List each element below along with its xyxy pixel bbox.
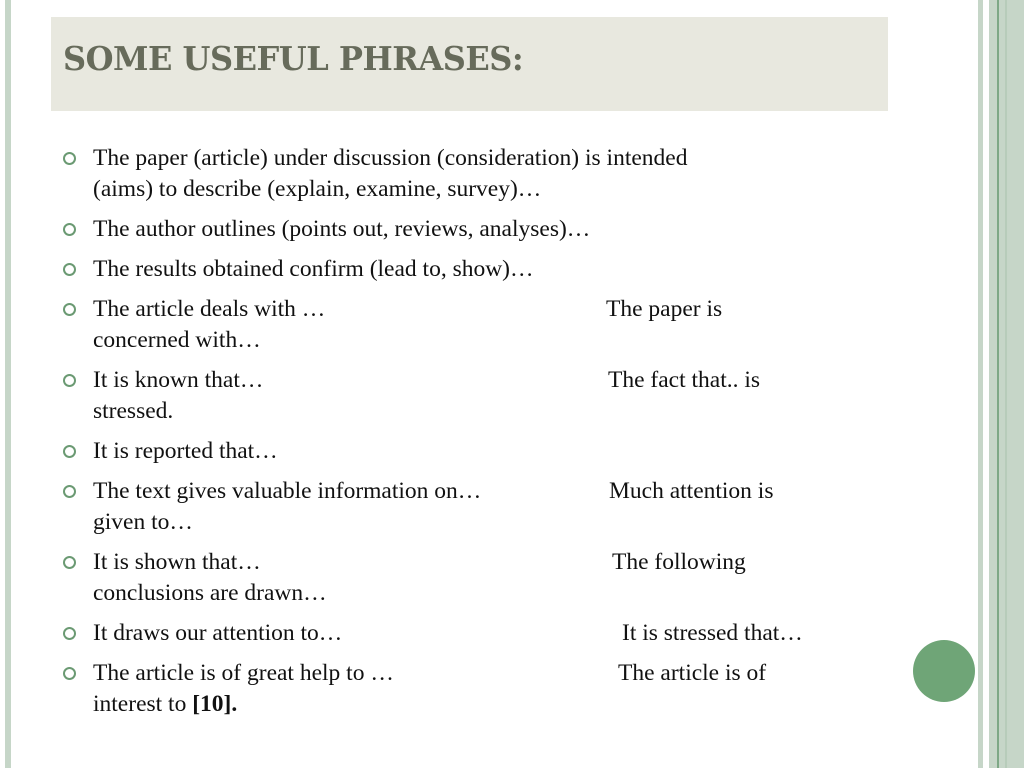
list-item bbox=[60, 658, 880, 720]
phrase-text: The results obtained confirm (lead to, show)… bbox=[93, 256, 534, 282]
phrase-text: The article is of great help to … bbox=[93, 660, 394, 686]
phrase-alternative: The following bbox=[612, 549, 746, 575]
right-stripe-line-dark bbox=[997, 0, 999, 768]
list-item bbox=[60, 254, 880, 285]
list-item bbox=[60, 214, 880, 245]
left-accent-stripe bbox=[5, 0, 11, 768]
phrase-text: The text gives valuable information on… bbox=[93, 478, 482, 504]
phrase-alternative: The article is of bbox=[618, 660, 767, 686]
phrase-alternative: It is stressed that… bbox=[622, 620, 803, 646]
phrase-text: It is reported that… bbox=[93, 438, 278, 464]
phrase-list bbox=[60, 143, 880, 729]
hollow-circle-bullet-icon bbox=[63, 263, 76, 276]
phrase-continuation bbox=[93, 689, 880, 720]
phrase-text: It is known that… bbox=[93, 367, 264, 393]
phrase-text: It is shown that… bbox=[93, 549, 261, 575]
phrase-continuation-text: interest to bbox=[93, 691, 193, 717]
reference-citation: [10]. bbox=[192, 691, 238, 717]
hollow-circle-bullet-icon bbox=[63, 556, 76, 569]
hollow-circle-bullet-icon bbox=[63, 667, 76, 680]
title-banner bbox=[51, 17, 888, 111]
list-item bbox=[60, 294, 880, 356]
phrase-text: The author outlines (points out, reviews, analyses)… bbox=[93, 216, 591, 242]
right-stripe-thin bbox=[978, 0, 983, 768]
hollow-circle-bullet-icon bbox=[63, 445, 76, 458]
phrase-continuation: given to… bbox=[93, 509, 193, 535]
phrase-text: The article deals with … bbox=[93, 296, 326, 322]
phrase-alternative: The fact that.. is bbox=[608, 367, 761, 393]
list-item bbox=[60, 618, 880, 649]
hollow-circle-bullet-icon bbox=[63, 223, 76, 236]
hollow-circle-bullet-icon bbox=[63, 152, 76, 165]
decorative-circle-icon bbox=[913, 640, 975, 702]
list-item bbox=[60, 476, 880, 538]
phrase-alternative: Much attention is bbox=[609, 478, 774, 504]
slide-title: SOME USEFUL PHRASES: bbox=[63, 39, 524, 78]
list-item bbox=[60, 436, 880, 467]
phrase-text: It draws our attention to… bbox=[93, 620, 343, 646]
list-item bbox=[60, 143, 880, 205]
list-item bbox=[60, 547, 880, 609]
hollow-circle-bullet-icon bbox=[63, 627, 76, 640]
phrase-continuation: (aims) to describe (explain, examine, survey)… bbox=[93, 176, 542, 202]
phrase-text: The paper (article) under discussion (consideration) is intended bbox=[93, 145, 688, 171]
hollow-circle-bullet-icon bbox=[63, 374, 76, 387]
hollow-circle-bullet-icon bbox=[63, 303, 76, 316]
hollow-circle-bullet-icon bbox=[63, 485, 76, 498]
phrase-alternative: The paper is bbox=[606, 296, 723, 322]
phrase-continuation: concerned with… bbox=[93, 327, 261, 353]
right-accent-stripes bbox=[978, 0, 1024, 768]
phrase-continuation: conclusions are drawn… bbox=[93, 580, 327, 606]
phrase-continuation: stressed. bbox=[93, 398, 174, 424]
right-stripe-line-light bbox=[1005, 0, 1007, 768]
list-item bbox=[60, 365, 880, 427]
